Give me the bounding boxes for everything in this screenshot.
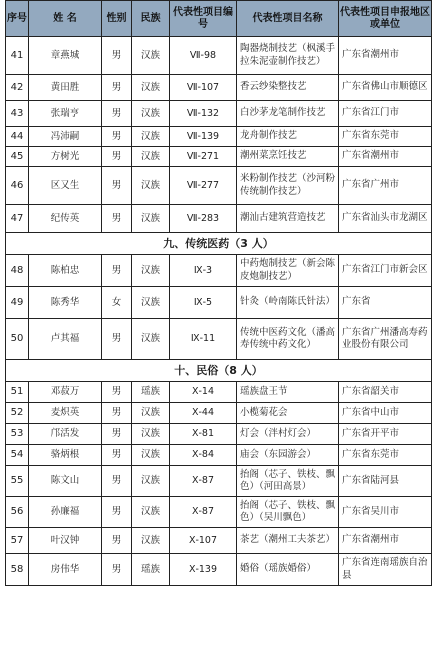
cell-gender: 男 [102,319,132,360]
table-row [6,403,432,424]
cell-project: 瑶族盘王节 [237,382,339,403]
section-heading-row [6,233,432,255]
cell-project: 潮汕古建筑营造技艺 [237,205,339,233]
cell-gender: 女 [102,287,132,319]
cell-region: 广东省东莞市 [339,445,432,466]
cell-gender: 男 [102,101,132,127]
table-row [6,205,432,233]
cell-project: 香云纱染整技艺 [237,75,339,101]
cell-gender: 男 [102,75,132,101]
cell-code: Ⅶ-98 [170,37,237,75]
cell-seq: 56 [6,497,29,528]
cell-name: 陈秀华 [29,287,102,319]
cell-ethnicity: 汉族 [132,101,170,127]
cell-project: 陶器烧制技艺（枫溪手拉朱泥壶制作技艺） [237,37,339,75]
cell-code: Ⅶ-139 [170,127,237,147]
cell-ethnicity: 汉族 [132,167,170,205]
cell-gender: 男 [102,37,132,75]
cell-project: 灯会（泮村灯会） [237,424,339,445]
cell-seq: 48 [6,255,29,287]
header-ethnicity: 民族 [132,1,170,37]
cell-name: 张瑞亨 [29,101,102,127]
cell-ethnicity: 汉族 [132,75,170,101]
cell-ethnicity: 汉族 [132,37,170,75]
cell-region: 广东省潮州市 [339,528,432,554]
cell-region: 广东省 [339,287,432,319]
cell-seq: 43 [6,101,29,127]
cell-ethnicity: 汉族 [132,205,170,233]
cell-code: Ⅹ-107 [170,528,237,554]
table-row [6,445,432,466]
cell-ethnicity: 汉族 [132,319,170,360]
cell-name: 区又生 [29,167,102,205]
cell-region: 广东省吴川市 [339,497,432,528]
cell-name: 章燕城 [29,37,102,75]
cell-ethnicity: 汉族 [132,147,170,167]
table-row [6,75,432,101]
cell-code: Ⅹ-87 [170,466,237,497]
cell-seq: 54 [6,445,29,466]
cell-project: 抬阁（芯子、铁枝、飘色）（吴川飘色） [237,497,339,528]
table-body [6,37,432,586]
cell-code: Ⅹ-87 [170,497,237,528]
cell-ethnicity: 汉族 [132,466,170,497]
cell-project: 抬阁（芯子、铁枝、飘色）（河田高景） [237,466,339,497]
cell-name: 孙廉福 [29,497,102,528]
section-heading: 九、传统医药（3 人） [6,233,432,255]
cell-name: 纪传英 [29,205,102,233]
cell-seq: 47 [6,205,29,233]
cell-gender: 男 [102,127,132,147]
table-row [6,147,432,167]
section-heading-row [6,360,432,382]
cell-ethnicity: 汉族 [132,445,170,466]
cell-seq: 41 [6,37,29,75]
header-project-code: 代表性项目编号 [170,1,237,37]
cell-gender: 男 [102,528,132,554]
cell-code: Ⅹ-14 [170,382,237,403]
cell-seq: 45 [6,147,29,167]
cell-code: Ⅶ-107 [170,75,237,101]
cell-gender: 男 [102,147,132,167]
cell-project: 白沙茅龙笔制作技艺 [237,101,339,127]
cell-project: 庙会（东园游会） [237,445,339,466]
cell-ethnicity: 汉族 [132,497,170,528]
cell-region: 广东省潮州市 [339,37,432,75]
cell-ethnicity: 汉族 [132,255,170,287]
cell-region: 广东省江门市新会区 [339,255,432,287]
cell-name: 陈柏忠 [29,255,102,287]
table-row [6,37,432,75]
cell-seq: 42 [6,75,29,101]
cell-gender: 男 [102,466,132,497]
cell-seq: 52 [6,403,29,424]
heritage-inheritor-table-page [5,0,431,586]
cell-project: 潮州菜烹饪技艺 [237,147,339,167]
cell-project: 茶艺（潮州工夫茶艺） [237,528,339,554]
cell-region: 广东省潮州市 [339,147,432,167]
cell-code: Ⅶ-132 [170,101,237,127]
table-row [6,287,432,319]
cell-code: Ⅶ-283 [170,205,237,233]
cell-name: 方树光 [29,147,102,167]
cell-region: 广东省开平市 [339,424,432,445]
cell-region: 广东省汕头市龙湖区 [339,205,432,233]
table-row [6,127,432,147]
cell-gender: 男 [102,205,132,233]
cell-name: 骆炳根 [29,445,102,466]
cell-gender: 男 [102,403,132,424]
cell-seq: 55 [6,466,29,497]
cell-ethnicity: 汉族 [132,403,170,424]
cell-code: Ⅶ-277 [170,167,237,205]
table-row [6,101,432,127]
table-row [6,497,432,528]
header-region: 代表性项目申报地区或单位 [339,1,432,37]
table-row [6,424,432,445]
cell-gender: 男 [102,554,132,586]
cell-name: 黄田胜 [29,75,102,101]
header-seq: 序号 [6,1,29,37]
cell-gender: 男 [102,255,132,287]
cell-code: Ⅸ-5 [170,287,237,319]
cell-code: Ⅹ-139 [170,554,237,586]
cell-region: 广东省中山市 [339,403,432,424]
cell-name: 邝活发 [29,424,102,445]
cell-gender: 男 [102,445,132,466]
header-gender: 性别 [102,1,132,37]
cell-region: 广东省连南瑶族自治县 [339,554,432,586]
cell-name: 麦炽英 [29,403,102,424]
cell-seq: 50 [6,319,29,360]
cell-seq: 58 [6,554,29,586]
cell-gender: 男 [102,167,132,205]
header-name: 姓 名 [29,1,102,37]
cell-code: Ⅸ-11 [170,319,237,360]
cell-ethnicity: 汉族 [132,528,170,554]
cell-name: 卢其福 [29,319,102,360]
cell-region: 广东省江门市 [339,101,432,127]
table-row [6,382,432,403]
cell-name: 邓菽万 [29,382,102,403]
header-project-name: 代表性项目名称 [237,1,339,37]
inheritor-table [5,0,432,586]
cell-project: 中药炮制技艺（新会陈皮炮制技艺） [237,255,339,287]
cell-project: 小榄菊花会 [237,403,339,424]
cell-name: 冯沛嗣 [29,127,102,147]
cell-project: 米粉制作技艺（沙河粉传统制作技艺） [237,167,339,205]
cell-region: 广东省韶关市 [339,382,432,403]
cell-region: 广东省广州潘高寿药业股份有限公司 [339,319,432,360]
cell-region: 广东省佛山市顺德区 [339,75,432,101]
cell-code: Ⅹ-44 [170,403,237,424]
cell-code: Ⅹ-81 [170,424,237,445]
cell-ethnicity: 瑶族 [132,554,170,586]
cell-name: 陈文山 [29,466,102,497]
cell-code: Ⅹ-84 [170,445,237,466]
table-row [6,528,432,554]
cell-region: 广东省陆河县 [339,466,432,497]
cell-seq: 57 [6,528,29,554]
cell-ethnicity: 瑶族 [132,382,170,403]
cell-seq: 44 [6,127,29,147]
cell-seq: 46 [6,167,29,205]
cell-region: 广东省东莞市 [339,127,432,147]
cell-ethnicity: 汉族 [132,287,170,319]
cell-seq: 49 [6,287,29,319]
cell-gender: 男 [102,382,132,403]
section-heading: 十、民俗（8 人） [6,360,432,382]
cell-ethnicity: 汉族 [132,127,170,147]
cell-gender: 男 [102,424,132,445]
cell-code: Ⅸ-3 [170,255,237,287]
cell-name: 叶汉钟 [29,528,102,554]
table-row [6,167,432,205]
cell-region: 广东省广州市 [339,167,432,205]
cell-project: 针灸（岭南陈氏针法） [237,287,339,319]
cell-ethnicity: 汉族 [132,424,170,445]
cell-project: 龙舟制作技艺 [237,127,339,147]
table-row [6,554,432,586]
table-row [6,319,432,360]
cell-seq: 51 [6,382,29,403]
table-row [6,255,432,287]
cell-code: Ⅶ-271 [170,147,237,167]
cell-seq: 53 [6,424,29,445]
cell-name: 房伟华 [29,554,102,586]
table-header-row [6,1,432,37]
cell-project: 传统中医药文化（潘高寿传统中药文化） [237,319,339,360]
table-row [6,466,432,497]
cell-gender: 男 [102,497,132,528]
cell-project: 婚俗（瑶族婚俗） [237,554,339,586]
